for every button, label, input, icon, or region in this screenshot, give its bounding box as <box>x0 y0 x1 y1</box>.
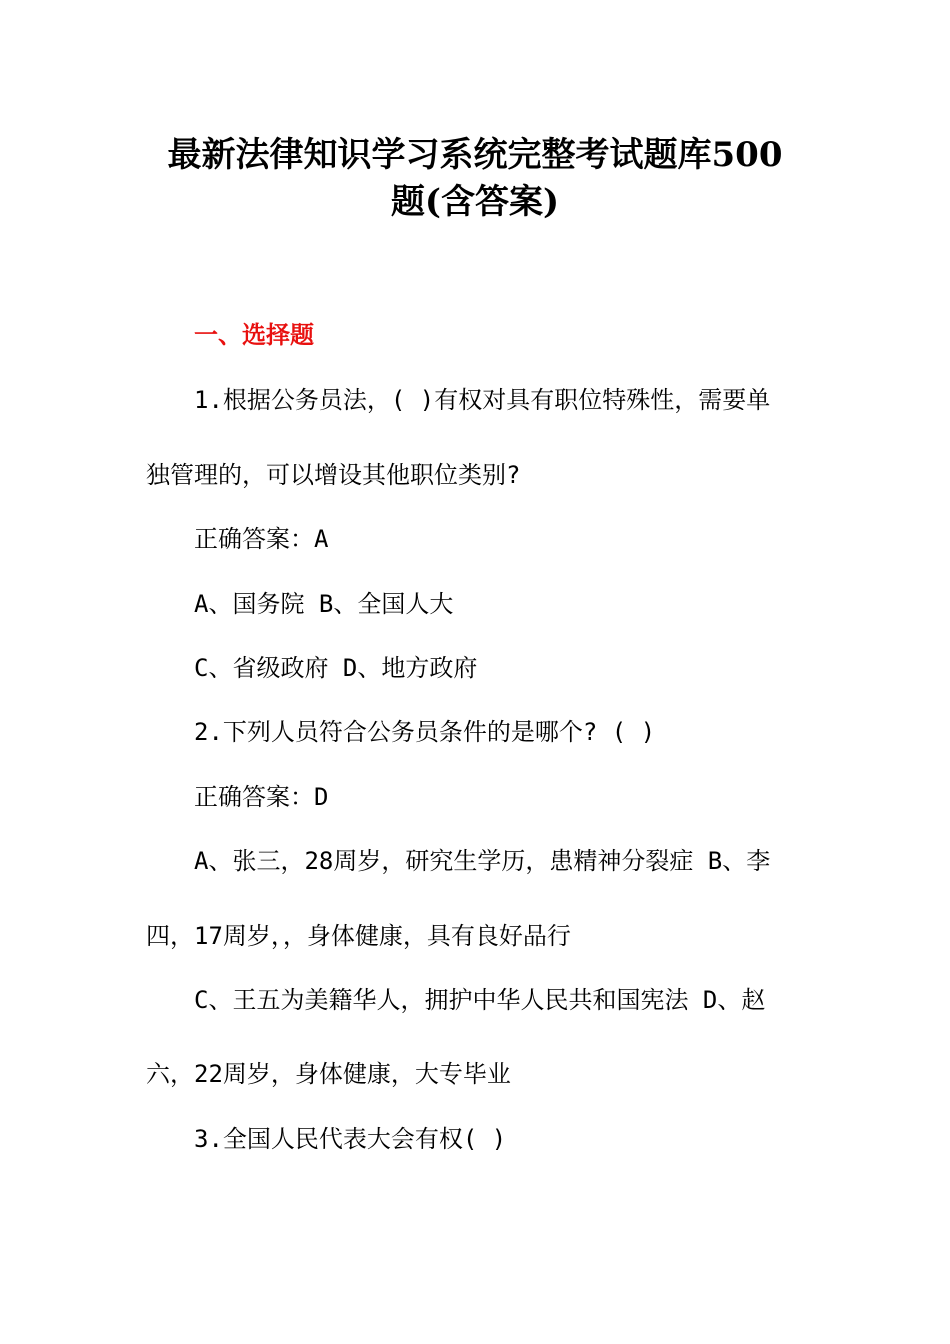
section-heading: 一、选择题 <box>194 321 314 349</box>
question-2-option-a: A、张三，28周岁，研究生学历，患精神分裂症 B、李 <box>194 847 771 875</box>
question-1-answer: 正确答案：A <box>194 525 329 553</box>
document-title-line-2: 题(含答案) <box>390 182 560 222</box>
question-1-options-cd: C、省级政府 D、地方政府 <box>194 654 478 682</box>
question-1-options-ab: A、国务院 B、全国人大 <box>194 590 454 618</box>
question-2-option-d-cont: 六，22周岁，身体健康，大专毕业 <box>146 1060 511 1088</box>
question-3-text: 3.全国人民代表大会有权( ) <box>194 1125 507 1153</box>
question-1-text-cont: 独管理的，可以增设其他职位类别? <box>146 461 521 489</box>
question-2-option-b-cont: 四，17周岁，，身体健康，具有良好品行 <box>146 922 571 950</box>
question-2-answer: 正确答案：D <box>194 783 329 811</box>
question-2-option-c: C、王五为美籍华人，拥护中华人民共和国宪法 D、赵 <box>194 986 766 1014</box>
document-title-line-1: 最新法律知识学习系统完整考试题库500 <box>167 135 783 175</box>
question-2-text: 2.下列人员符合公务员条件的是哪个? ( ) <box>194 718 656 746</box>
question-1-text: 1.根据公务员法，( )有权对具有职位特殊性，需要单 <box>194 386 771 414</box>
